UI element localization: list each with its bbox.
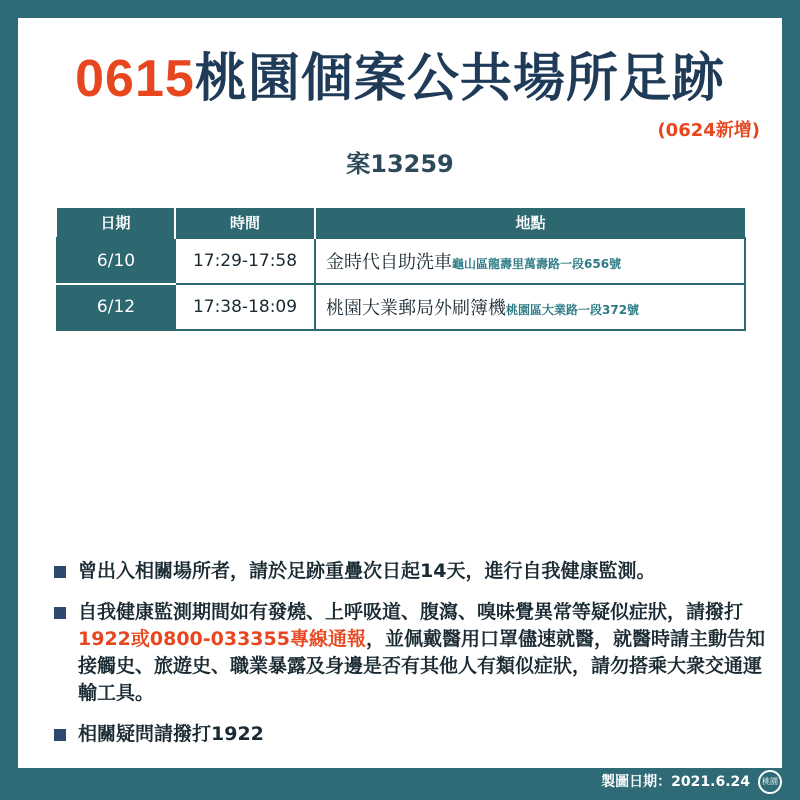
square-bullet-icon xyxy=(54,607,66,619)
made-date: 製圖日期：2021.6.24 xyxy=(601,774,750,790)
notice-text: 相關疑問請撥打1922 xyxy=(78,723,264,745)
row-place xyxy=(315,238,745,284)
header-place: 地點 xyxy=(315,208,745,238)
place-name: 金時代自助洗車 xyxy=(326,252,452,273)
place-name: 桃園大業郵局外刷簿機 xyxy=(326,298,506,319)
row-time: 17:38-18:09 xyxy=(175,284,315,330)
notice-item xyxy=(54,558,766,585)
notice-list xyxy=(54,558,766,762)
footprint-table xyxy=(56,208,746,331)
row-time: 17:29-17:58 xyxy=(175,238,315,284)
case-label: 案13259 xyxy=(346,150,454,178)
table-row xyxy=(57,284,745,330)
poster-card xyxy=(18,18,782,768)
hotline-highlight: 1922或0800-033355專線通報 xyxy=(78,628,366,650)
table-header-row xyxy=(57,208,745,238)
notice-text: 曾出入相關場所者，請於足跡重疊次日起14天，進行自我健康監測。 xyxy=(78,560,656,582)
square-bullet-icon xyxy=(54,566,66,578)
added-date-note: (0624新增) xyxy=(657,120,760,141)
title-number: 0615 xyxy=(75,50,195,108)
notice-text-part: 自我健康監測期間如有發燒、上呼吸道、腹瀉、嗅味覺異常等疑似症狀，請撥打 xyxy=(78,601,744,623)
city-seal-icon: 桃園 xyxy=(758,770,782,794)
header-time: 時間 xyxy=(175,208,315,238)
row-date: 6/12 xyxy=(57,284,175,330)
title-text: 桃園個案公共場所足跡 xyxy=(194,49,725,109)
notice-item xyxy=(54,599,766,707)
place-address: 龜山區龍壽里萬壽路一段656號 xyxy=(452,257,622,271)
row-place xyxy=(315,284,745,330)
table-row xyxy=(57,238,745,284)
row-date: 6/10 xyxy=(57,238,175,284)
notice-text-part: ，並佩戴醫用口罩儘速就醫，就醫時請主動告知接觸史、旅遊史、職業暴露及身邊是否有其他人有類似症狀，請勿搭乘大衆交通運輸工具。 xyxy=(78,628,765,704)
square-bullet-icon xyxy=(54,729,66,741)
poster-title xyxy=(18,48,782,110)
place-address: 桃園區大業路一段372號 xyxy=(506,303,640,317)
notice-text xyxy=(78,599,766,707)
notice-item xyxy=(54,721,766,748)
header-date: 日期 xyxy=(57,208,175,238)
